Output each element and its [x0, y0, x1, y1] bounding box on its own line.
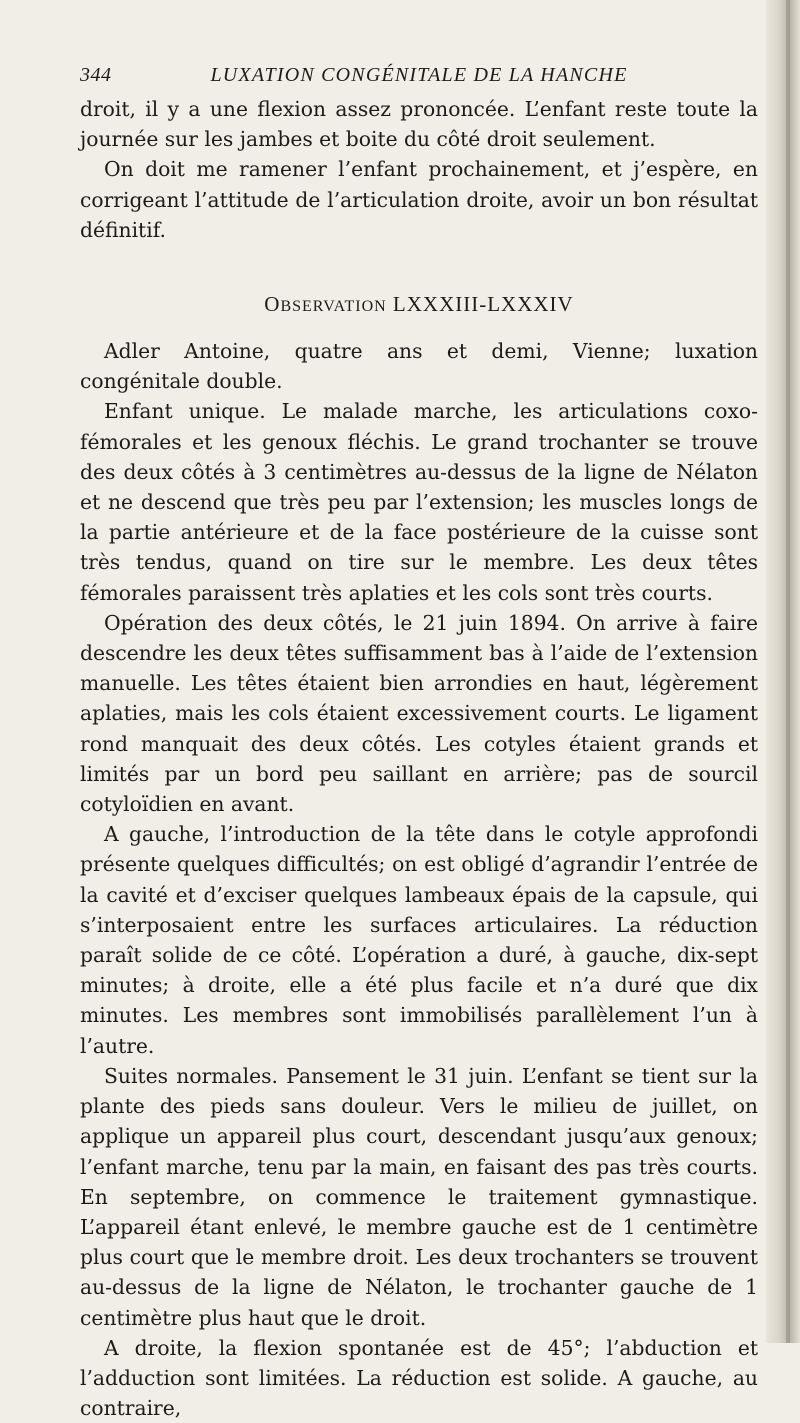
running-head	[80, 58, 758, 94]
book-page	[80, 58, 758, 1423]
paragraph: Adler Antoine, quatre ans et demi, Vienne; luxation congénitale double.	[80, 339, 758, 394]
paragraph: Opération des deux côtés, le 21 juin 1894. On arrive à faire descendre les deux têtes suffisamment bas à l’aide de l’extension manuelle. Les têtes étaient bien arrondies en haut, légèrement aplaties, mais les cols étaient excessivement courts. Le ligament rond manquait des deux côtés. Les cotyles étaient grands et limités par un bord peu saillant en arrière; pas de sourcil cotyloïdien en avant.	[80, 610, 758, 817]
observation-heading	[80, 289, 758, 322]
heading-smallcaps: BSERVATION	[280, 298, 387, 316]
page-edge-binding	[766, 0, 800, 1343]
running-title: LUXATION CONGÉNITALE DE LA HANCHE	[210, 64, 628, 86]
heading-initial: O	[264, 292, 281, 317]
paragraph: Enfant unique. Le malade marche, les articulations coxo-fémorales et les genoux fléchis. Le grand trochanter se trouve des deux côtés à 3 centimètres au-dessus de la ligne de Nélaton et ne descend que très peu par l’extension; les muscles longs de la partie antérieure et de la face postérieure de la cuisse sont très tendus, quand on tire sur le membre. Les deux têtes fémorales paraissent très aplaties et les cols sont très courts.	[80, 399, 758, 605]
heading-number: LXXXIII-LXXXIV	[386, 292, 574, 317]
paragraph: A droite, la flexion spontanée est de 45°; l’abduction et l’adduction sont limitées. La réduction est solide. A gauche, au contraire,	[80, 1335, 758, 1421]
paragraph: Suites normales. Pansement le 31 juin. L’enfant se tient sur la plante des pieds sans douleur. Vers le milieu de juillet, on applique un appareil plus court, descendant jusqu’aux genoux; l’enfant marche, tenu par la main, en faisant des pas très courts. En septembre, on commence le traitement gymnastique. L’appareil étant enlevé, le membre gauche est de 1 centimètre plus court que le membre droit. Les deux trochanters se trouvent au-dessus de la ligne de Nélaton, le trochanter gauche de 1 centimètre plus haut que le droit.	[80, 1063, 758, 1330]
paragraph: A gauche, l’introduction de la tête dans le cotyle approfondi présente quelques difficultés; on est obligé d’agrandir l’entrée de la cavité et d’exciser quelques lambeaux épais de la capsule, qui s’interposaient entre les surfaces articulaires. La réduction paraît solide de ce côté. L’opération a duré, à gauche, dix-sept minutes; à droite, elle a été plus facile et n’a duré que dix minutes. Les membres sont immobilisés parallèlement l’un à l’autre.	[80, 822, 758, 1058]
paragraph-continuation: droit, il y a une flexion assez prononcée. L’enfant reste toute la journée sur les jambes et boite du côté droit seulement.	[80, 97, 758, 152]
page-number: 344	[80, 64, 112, 86]
paragraph: On doit me ramener l’enfant prochainement, et j’espère, en corrigeant l’attitude de l’articulation droite, avoir un bon résultat définitif.	[80, 157, 758, 242]
